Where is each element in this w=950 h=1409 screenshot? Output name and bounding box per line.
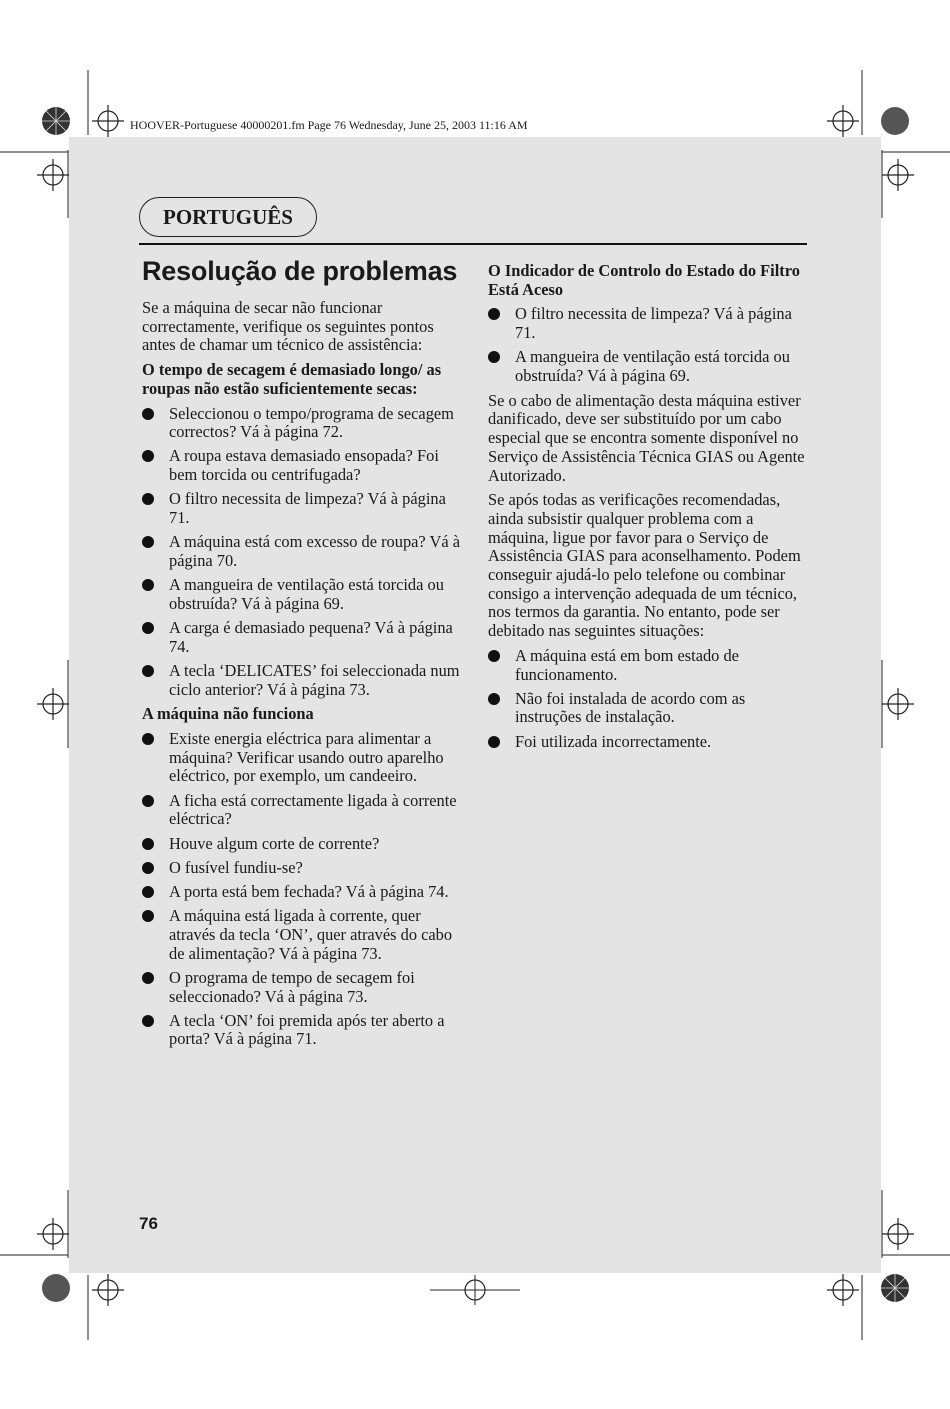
language-tab: PORTUGUÊS <box>139 197 317 237</box>
list-item: A carga é demasiado pequena? Vá à página 74. <box>142 619 464 656</box>
bullet-icon <box>142 665 154 677</box>
bullet-icon <box>142 450 154 462</box>
list-item: Houve algum corte de corrente? <box>142 835 464 854</box>
bullet-icon <box>142 795 154 807</box>
list-item: Seleccionou o tempo/programa de secagem correctos? Vá à página 72. <box>142 405 464 442</box>
list-item: Existe energia eléctrica para alimentar a máquina? Verificar usando outro aparelho eléctrico, por exemplo, um candeeiro. <box>142 730 464 786</box>
right-column <box>488 262 810 757</box>
print-header: HOOVER-Portuguese 40000201.fm Page 76 Wednesday, June 25, 2003 11:16 AM <box>130 118 528 132</box>
bullet-icon <box>142 862 154 874</box>
list-item: O filtro necessita de limpeza? Vá à página 71. <box>488 305 810 342</box>
list-item: O programa de tempo de secagem foi seleccionado? Vá à página 73. <box>142 969 464 1006</box>
bullet-icon <box>142 579 154 591</box>
bullet-icon <box>142 493 154 505</box>
left-column <box>142 299 464 1055</box>
list-item: Foi utilizada incorrectamente. <box>488 733 810 752</box>
list-item: Não foi instalada de acordo com as instruções de instalação. <box>488 690 810 727</box>
bullet-icon <box>142 910 154 922</box>
bullet-icon <box>488 650 500 662</box>
list-item: A máquina está com excesso de roupa? Vá à página 70. <box>142 533 464 570</box>
drying-time-checklist <box>142 405 464 700</box>
bullet-icon <box>488 693 500 705</box>
list-item: A tecla ‘ON’ foi premida após ter aberto a porta? Vá à página 71. <box>142 1012 464 1049</box>
charge-situations-list <box>488 647 810 752</box>
page-title: Resolução de problemas <box>142 256 458 286</box>
power-cable-paragraph: Se o cabo de alimentação desta máquina estiver danificado, deve ser substituído por um cabo especial que se encontra somente disponível no Serviço de Assistência Técnica GIAS ou Agente Autorizado. <box>488 390 805 485</box>
list-item: O fusível fundiu-se? <box>142 859 464 878</box>
header-rule <box>139 243 807 245</box>
bullet-icon <box>142 972 154 984</box>
list-item: A ficha está correctamente ligada à corrente eléctrica? <box>142 792 464 829</box>
list-item: A porta está bem fechada? Vá à página 74. <box>142 883 464 902</box>
bullet-icon <box>142 408 154 420</box>
bullet-icon <box>142 1015 154 1027</box>
bullet-icon <box>142 622 154 634</box>
bullet-icon <box>142 536 154 548</box>
bullet-icon <box>142 838 154 850</box>
section-heading-filter-indicator: O Indicador de Controlo do Estado do Filtro Está Aceso <box>488 261 800 299</box>
bullet-icon <box>142 886 154 898</box>
section-heading-drying-time: O tempo de secagem é demasiado longo/ as roupas não estão suficientemente secas: <box>142 360 442 398</box>
list-item: A máquina está em bom estado de funcionamento. <box>488 647 810 684</box>
filter-indicator-checklist <box>488 305 810 385</box>
list-item: A máquina está ligada à corrente, quer através da tecla ‘ON’, quer através do cabo de alimentação? Vá à página 73. <box>142 907 464 963</box>
intro-paragraph: Se a máquina de secar não funcionar correctamente, verifique os seguintes pontos antes de chamar um técnico de assistência: <box>142 298 434 355</box>
list-item: A mangueira de ventilação está torcida ou obstruída? Vá à página 69. <box>142 576 464 613</box>
page-number: 76 <box>139 1214 158 1233</box>
bullet-icon <box>488 351 500 363</box>
service-paragraph: Se após todas as verificações recomendadas, ainda subsistir qualquer problema com a máquina, ligue por favor para o Serviço de Assistência GIAS para aconselhamento. Podem conseguir ajudá-lo pelo telefone ou combinar consigo a intervenção adequada de um técnico, nos termos da garantia. No entanto, pode ser debitado nas seguintes situações: <box>488 490 801 641</box>
list-item: A tecla ‘DELICATES’ foi seleccionada num ciclo anterior? Vá à página 73. <box>142 662 464 699</box>
list-item: A roupa estava demasiado ensopada? Foi bem torcida ou centrifugada? <box>142 447 464 484</box>
bullet-icon <box>142 733 154 745</box>
bullet-icon <box>488 736 500 748</box>
bullet-icon <box>488 308 500 320</box>
not-working-checklist <box>142 730 464 1049</box>
section-heading-not-working: A máquina não funciona <box>142 704 314 724</box>
list-item: A mangueira de ventilação está torcida ou obstruída? Vá à página 69. <box>488 348 810 385</box>
list-item: O filtro necessita de limpeza? Vá à página 71. <box>142 490 464 527</box>
